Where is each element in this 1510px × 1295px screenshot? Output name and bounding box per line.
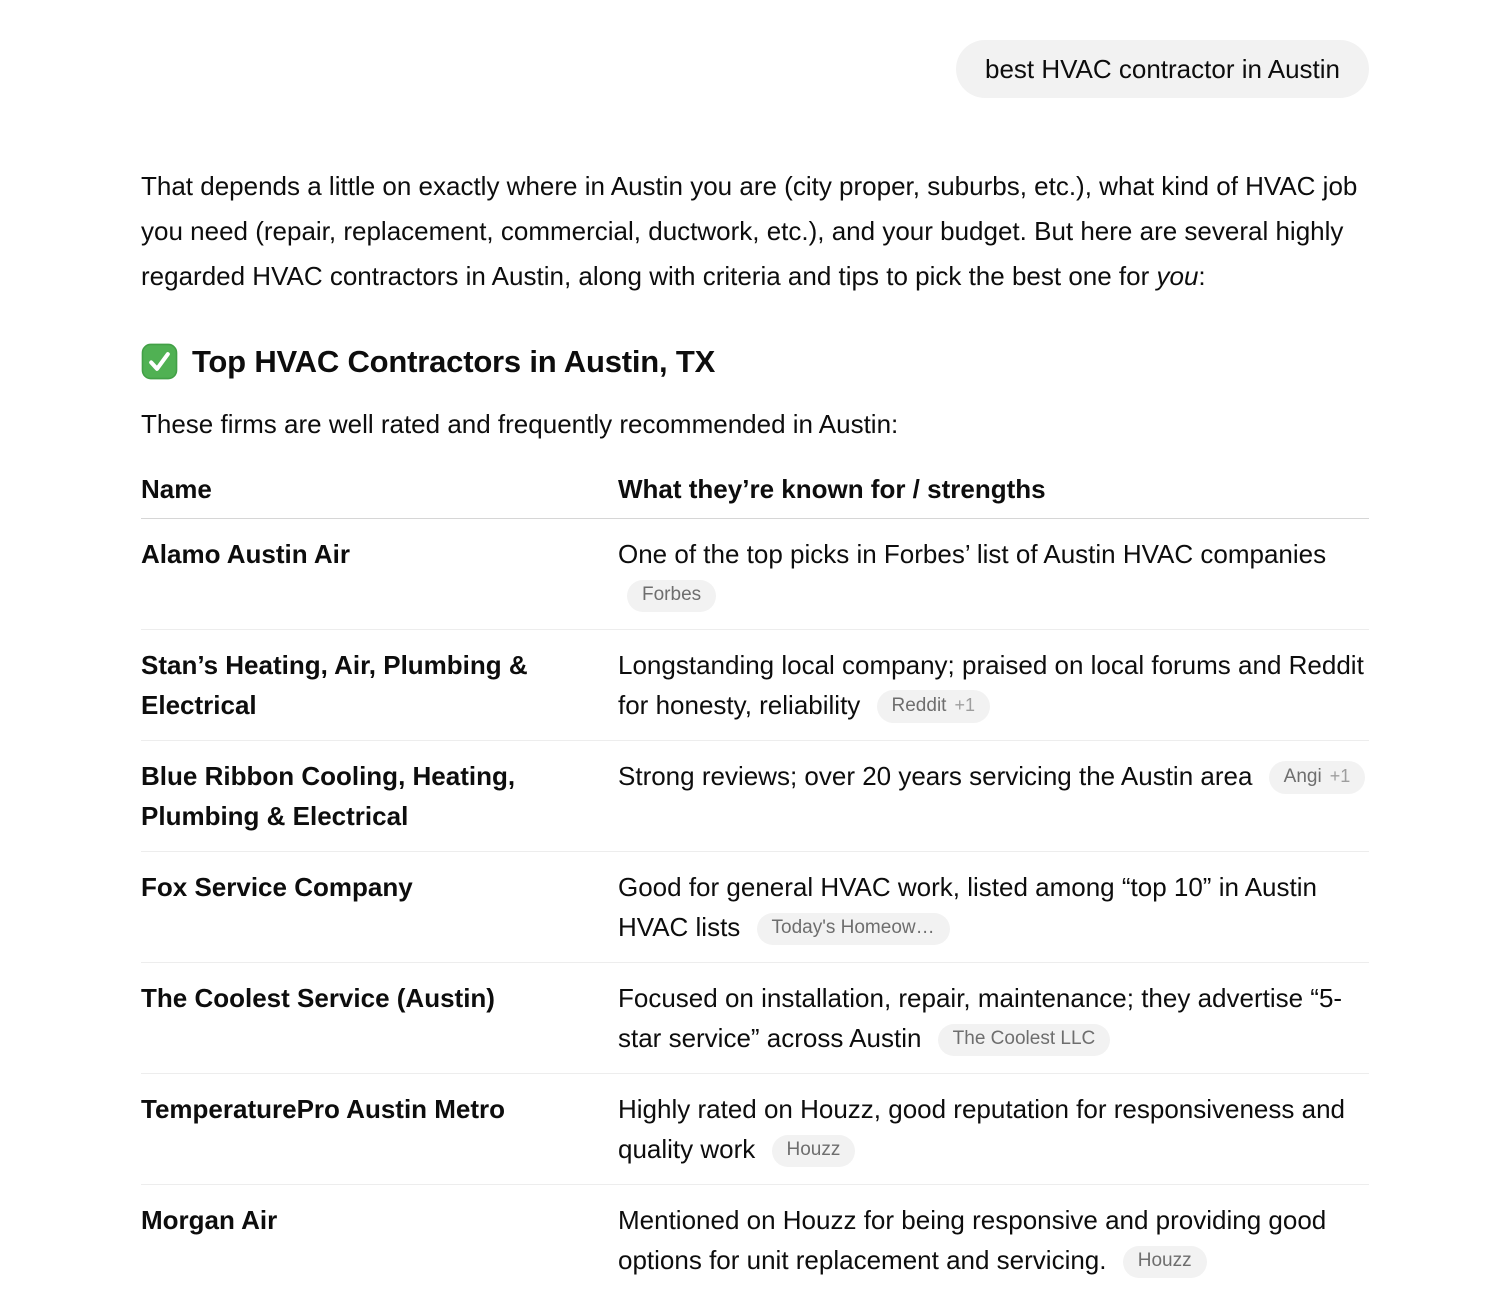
source-badge-label: Angi bbox=[1284, 766, 1322, 787]
table-row bbox=[141, 519, 1369, 630]
table-row bbox=[141, 852, 1369, 963]
contractor-description: One of the top picks in Forbes’ list of Austin HVAC companies bbox=[618, 539, 1326, 569]
source-citation-badge[interactable] bbox=[938, 1024, 1111, 1056]
contractor-strengths-cell bbox=[618, 741, 1369, 852]
table-row bbox=[141, 741, 1369, 852]
contractor-name: Alamo Austin Air bbox=[141, 519, 618, 630]
contractor-name: Blue Ribbon Cooling, Heating, Plumbing & Electrical bbox=[141, 741, 618, 852]
section-subheading: These firms are well rated and frequently recommended in Austin: bbox=[141, 404, 1369, 444]
intro-text-end: : bbox=[1198, 261, 1205, 291]
table-header-name: Name bbox=[141, 456, 618, 519]
contractor-description: Longstanding local company; praised on local forums and Reddit for honesty, reliability bbox=[618, 650, 1364, 720]
contractor-strengths-cell bbox=[618, 1074, 1369, 1185]
table-row bbox=[141, 630, 1369, 741]
table-row bbox=[141, 1074, 1369, 1185]
check-mark-icon bbox=[141, 343, 178, 380]
source-citation-badge[interactable] bbox=[772, 1135, 856, 1167]
source-badge-label: Houzz bbox=[787, 1139, 841, 1160]
source-badge-count: +1 bbox=[954, 695, 975, 715]
contractor-strengths-cell bbox=[618, 963, 1369, 1074]
intro-paragraph bbox=[141, 164, 1369, 299]
source-citation-badge[interactable] bbox=[1269, 761, 1366, 794]
contractor-name: Morgan Air bbox=[141, 1185, 618, 1295]
source-badge-label: Today's Homeow… bbox=[772, 917, 935, 938]
contractor-strengths-cell bbox=[618, 1185, 1369, 1295]
contractor-description: Focused on installation, repair, maintenance; they advertise “5-star service” across Austin bbox=[618, 983, 1342, 1053]
contractor-name: TemperaturePro Austin Metro bbox=[141, 1074, 618, 1185]
source-badge-label: The Coolest LLC bbox=[953, 1028, 1096, 1049]
section-heading bbox=[141, 343, 1369, 380]
contractors-table-body bbox=[141, 519, 1369, 1295]
contractor-description: Highly rated on Houzz, good reputation for responsiveness and quality work bbox=[618, 1094, 1345, 1164]
user-message-bubble: best HVAC contractor in Austin bbox=[956, 40, 1369, 98]
source-citation-badge[interactable] bbox=[1123, 1246, 1207, 1278]
contractor-strengths-cell bbox=[618, 519, 1369, 630]
source-badge-count: +1 bbox=[1330, 766, 1351, 786]
contractor-name: Stan’s Heating, Air, Plumbing & Electrical bbox=[141, 630, 618, 741]
contractor-description: Mentioned on Houzz for being responsive and providing good options for unit replacement and servicing. bbox=[618, 1205, 1326, 1275]
contractors-table bbox=[141, 456, 1369, 1295]
table-header-strengths: What they’re known for / strengths bbox=[618, 456, 1369, 519]
source-citation-badge[interactable] bbox=[627, 580, 716, 612]
source-citation-badge[interactable] bbox=[757, 913, 950, 945]
contractor-name: Fox Service Company bbox=[141, 852, 618, 963]
contractors-table-header bbox=[141, 456, 1369, 519]
contractor-strengths-cell bbox=[618, 852, 1369, 963]
chat-content bbox=[141, 0, 1369, 1295]
intro-text-italic: you bbox=[1157, 261, 1199, 291]
table-header-row bbox=[141, 456, 1369, 519]
contractor-strengths-cell bbox=[618, 630, 1369, 741]
source-citation-badge[interactable] bbox=[877, 690, 990, 723]
assistant-response bbox=[141, 164, 1369, 1295]
section-heading-text: Top HVAC Contractors in Austin, TX bbox=[192, 344, 715, 380]
contractor-description: Strong reviews; over 20 years servicing the Austin area bbox=[618, 761, 1260, 791]
contractor-description: Good for general HVAC work, listed among “top 10” in Austin HVAC lists bbox=[618, 872, 1317, 942]
source-badge-label: Reddit bbox=[892, 695, 947, 716]
contractor-name: The Coolest Service (Austin) bbox=[141, 963, 618, 1074]
intro-text-start: That depends a little on exactly where in Austin you are (city proper, suburbs, etc.), what kind of HVAC job you need (repair, replacement, commercial, ductwork, etc.), and your budget. But here are several highly regarded HVAC contractors in Austin, along with criteria and tips to pick the best one for bbox=[141, 171, 1357, 291]
table-row bbox=[141, 963, 1369, 1074]
source-badge-label: Houzz bbox=[1138, 1250, 1192, 1271]
table-row bbox=[141, 1185, 1369, 1295]
source-badge-label: Forbes bbox=[642, 584, 701, 605]
user-message-row bbox=[141, 0, 1369, 98]
